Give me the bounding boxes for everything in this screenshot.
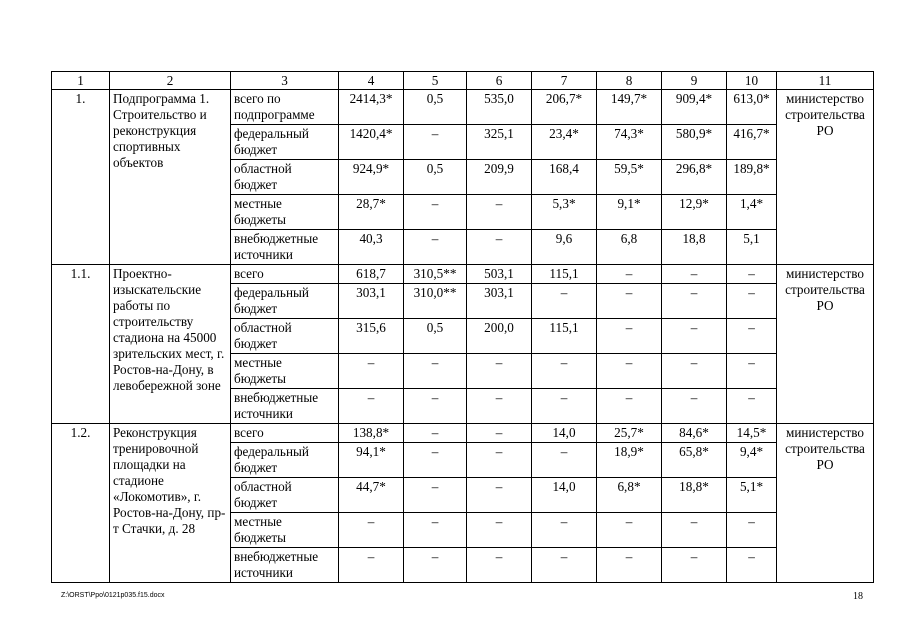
funding-source: федеральный бюджет: [231, 443, 339, 478]
value-cell: 14,0: [532, 424, 597, 443]
value-cell: –: [532, 389, 597, 424]
value-cell: –: [339, 548, 404, 583]
value-cell: 59,5*: [597, 160, 662, 195]
value-cell: –: [532, 548, 597, 583]
value-cell: 25,7*: [597, 424, 662, 443]
value-cell: 0,5: [404, 160, 467, 195]
funding-source: местные бюджеты: [231, 195, 339, 230]
item-number: 1.2.: [52, 424, 110, 583]
value-cell: –: [727, 284, 777, 319]
col-header-11: 11: [777, 72, 874, 90]
value-cell: 5,1: [727, 230, 777, 265]
value-cell: 5,1*: [727, 478, 777, 513]
item-number: 1.1.: [52, 265, 110, 424]
value-cell: 14,0: [532, 478, 597, 513]
item-number: 1.: [52, 90, 110, 265]
value-cell: –: [467, 424, 532, 443]
col-header-4: 4: [339, 72, 404, 90]
funding-source: областной бюджет: [231, 478, 339, 513]
value-cell: 115,1: [532, 265, 597, 284]
funding-source: областной бюджет: [231, 160, 339, 195]
value-cell: –: [467, 548, 532, 583]
value-cell: –: [339, 389, 404, 424]
value-cell: –: [404, 354, 467, 389]
col-header-10: 10: [727, 72, 777, 90]
value-cell: 416,7*: [727, 125, 777, 160]
value-cell: 618,7: [339, 265, 404, 284]
value-cell: –: [404, 230, 467, 265]
value-cell: –: [404, 195, 467, 230]
value-cell: –: [597, 265, 662, 284]
value-cell: 535,0: [467, 90, 532, 125]
item-title: Подпрограмма 1. Строительство и реконструкция спортивных объектов: [110, 90, 231, 265]
value-cell: –: [532, 443, 597, 478]
value-cell: 924,9*: [339, 160, 404, 195]
value-cell: 310,5**: [404, 265, 467, 284]
value-cell: –: [404, 548, 467, 583]
value-cell: 0,5: [404, 319, 467, 354]
value-cell: 12,9*: [662, 195, 727, 230]
value-cell: 115,1: [532, 319, 597, 354]
value-cell: 310,0**: [404, 284, 467, 319]
value-cell: –: [467, 230, 532, 265]
value-cell: 65,8*: [662, 443, 727, 478]
file-path: Z:\ORST\Ppo\0121p035.f15.docx: [61, 592, 165, 599]
value-cell: –: [467, 389, 532, 424]
funding-source: федеральный бюджет: [231, 284, 339, 319]
value-cell: 168,4: [532, 160, 597, 195]
value-cell: –: [662, 354, 727, 389]
table-row: [52, 90, 874, 125]
responsible-executor: министерство строительства РО: [777, 90, 874, 265]
value-cell: 9,1*: [597, 195, 662, 230]
value-cell: –: [597, 513, 662, 548]
table-row: [52, 424, 874, 443]
value-cell: –: [339, 354, 404, 389]
value-cell: 6,8*: [597, 478, 662, 513]
value-cell: –: [467, 443, 532, 478]
col-header-2: 2: [110, 72, 231, 90]
value-cell: –: [339, 513, 404, 548]
item-title: Реконструкция тренировочной площадки на стадионе «Локомотив», г. Ростов-на-Дону, пр-т Стачки, д. 28: [110, 424, 231, 583]
funding-source: внебюджетные источники: [231, 230, 339, 265]
value-cell: 1420,4*: [339, 125, 404, 160]
value-cell: –: [404, 513, 467, 548]
value-cell: –: [404, 424, 467, 443]
col-header-9: 9: [662, 72, 727, 90]
value-cell: –: [404, 443, 467, 478]
page-number: 18: [853, 591, 863, 602]
value-cell: 325,1: [467, 125, 532, 160]
value-cell: –: [404, 389, 467, 424]
value-cell: 209,9: [467, 160, 532, 195]
value-cell: 5,3*: [532, 195, 597, 230]
value-cell: –: [467, 354, 532, 389]
value-cell: 909,4*: [662, 90, 727, 125]
funding-source: всего: [231, 424, 339, 443]
value-cell: –: [662, 284, 727, 319]
value-cell: –: [662, 389, 727, 424]
value-cell: 296,8*: [662, 160, 727, 195]
value-cell: 613,0*: [727, 90, 777, 125]
value-cell: 23,4*: [532, 125, 597, 160]
value-cell: 18,8: [662, 230, 727, 265]
value-cell: 206,7*: [532, 90, 597, 125]
funding-source: федеральный бюджет: [231, 125, 339, 160]
table-row: [52, 265, 874, 284]
funding-source: местные бюджеты: [231, 513, 339, 548]
value-cell: 303,1: [467, 284, 532, 319]
value-cell: 315,6: [339, 319, 404, 354]
value-cell: 149,7*: [597, 90, 662, 125]
value-cell: 40,3: [339, 230, 404, 265]
value-cell: 189,8*: [727, 160, 777, 195]
value-cell: –: [597, 548, 662, 583]
value-cell: –: [532, 513, 597, 548]
value-cell: 18,9*: [597, 443, 662, 478]
funding-source: всего по подпрограмме: [231, 90, 339, 125]
value-cell: 503,1: [467, 265, 532, 284]
value-cell: –: [597, 284, 662, 319]
value-cell: 28,7*: [339, 195, 404, 230]
value-cell: 2414,3*: [339, 90, 404, 125]
value-cell: 14,5*: [727, 424, 777, 443]
value-cell: –: [404, 478, 467, 513]
value-cell: 0,5: [404, 90, 467, 125]
col-header-8: 8: [597, 72, 662, 90]
budget-table: [51, 71, 874, 583]
value-cell: –: [727, 265, 777, 284]
value-cell: –: [727, 389, 777, 424]
funding-source: всего: [231, 265, 339, 284]
value-cell: 6,8: [597, 230, 662, 265]
col-header-3: 3: [231, 72, 339, 90]
value-cell: 200,0: [467, 319, 532, 354]
value-cell: –: [597, 389, 662, 424]
responsible-executor: министерство строительства РО: [777, 424, 874, 583]
value-cell: –: [467, 478, 532, 513]
col-header-5: 5: [404, 72, 467, 90]
value-cell: –: [467, 513, 532, 548]
value-cell: 303,1: [339, 284, 404, 319]
col-header-7: 7: [532, 72, 597, 90]
responsible-executor: министерство строительства РО: [777, 265, 874, 424]
table-body: [52, 72, 874, 583]
value-cell: 138,8*: [339, 424, 404, 443]
funding-source: местные бюджеты: [231, 354, 339, 389]
value-cell: –: [727, 513, 777, 548]
value-cell: –: [727, 354, 777, 389]
value-cell: –: [532, 284, 597, 319]
item-title: Проектно-изыскательские работы по строительству стадиона на 45000 зрительских мест, г. Ростов-на-Дону, в левобережной зоне: [110, 265, 231, 424]
value-cell: –: [597, 354, 662, 389]
value-cell: –: [662, 319, 727, 354]
value-cell: 9,6: [532, 230, 597, 265]
header-row: [52, 72, 874, 90]
value-cell: –: [532, 354, 597, 389]
funding-source: внебюджетные источники: [231, 389, 339, 424]
value-cell: –: [467, 195, 532, 230]
value-cell: 84,6*: [662, 424, 727, 443]
value-cell: 1,4*: [727, 195, 777, 230]
value-cell: –: [597, 319, 662, 354]
col-header-1: 1: [52, 72, 110, 90]
value-cell: 580,9*: [662, 125, 727, 160]
value-cell: 94,1*: [339, 443, 404, 478]
value-cell: 74,3*: [597, 125, 662, 160]
value-cell: 44,7*: [339, 478, 404, 513]
col-header-6: 6: [467, 72, 532, 90]
value-cell: 18,8*: [662, 478, 727, 513]
value-cell: –: [662, 548, 727, 583]
value-cell: –: [727, 548, 777, 583]
funding-source: областной бюджет: [231, 319, 339, 354]
value-cell: –: [662, 513, 727, 548]
value-cell: –: [727, 319, 777, 354]
value-cell: –: [662, 265, 727, 284]
value-cell: 9,4*: [727, 443, 777, 478]
funding-source: внебюджетные источники: [231, 548, 339, 583]
value-cell: –: [404, 125, 467, 160]
